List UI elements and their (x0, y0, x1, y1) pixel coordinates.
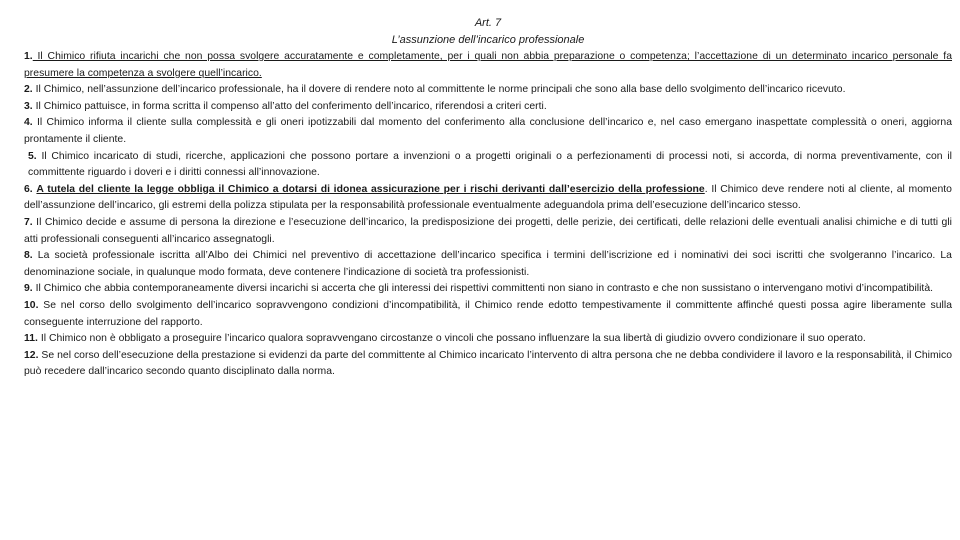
paragraph-12 (24, 348, 952, 381)
paragraph-11 (24, 331, 952, 348)
paragraph-text: Il Chimico decide e assume di persona la direzione e l’esecuzione dell’incarico, la predisposizione dei progetti, delle perizie, dei certificati, delle relazioni delle eventuali analisi chimiche e di tutti gli atti professionali conseguenti all’incarico assegnatogli. (24, 216, 952, 245)
paragraph-10 (24, 298, 952, 331)
paragraph-3 (24, 99, 952, 116)
paragraph-text: Il Chimico incaricato di studi, ricerche, applicazioni che possono portare a invenzioni o a progetti originali o a perfezionamenti di processi noti, si accorda, di norma preventivamente, con il committente riguardo i doveri e i diritti connessi all’innovazione. (28, 150, 952, 179)
paragraph-number: 3. (24, 100, 33, 112)
paragraph-number: 4. (24, 117, 33, 129)
paragraph-6 (24, 182, 952, 215)
article-paragraphs (24, 49, 952, 381)
paragraph-number: 1. (24, 51, 33, 62)
paragraph-8 (24, 248, 952, 281)
article-subtitle: L’assunzione dell’incarico professionale (391, 34, 585, 46)
paragraph-5 (24, 149, 952, 182)
paragraph-text: Se nel corso dello svolgimento dell’incarico sopravvengono condizioni d’incompatibilità, il Chimico rende edotto tempestivamente il committente affinché questi possa agire liberamente sulla conseguente interruzione del rapporto. (24, 299, 952, 328)
paragraph-text: . Il Chimico deve rendere noti al cliente, al momento dell’assunzione dell’incarico, gli estremi della polizza stipulata per la responsabilità professionale eventualmente adeguandola prima dell’esecuzione dell’incarico stesso. (24, 183, 952, 212)
paragraph-number: 11. (24, 333, 38, 345)
paragraph-1 (24, 49, 952, 82)
paragraph-text: Il Chimico informa il cliente sulla complessità e gli oneri ipotizzabili dal momento del conferimento alla conclusione dell’incarico e, nel caso emergano inaspettate complessità o oneri, aggiorna prontamente il cliente. (24, 117, 952, 145)
paragraph-text: Il Chimico non è obbligato a proseguire l’incarico qualora sopravvengano circostanze o vincoli che possano influenzare la sua libertà di giudizio ovvero condizionare il suo operato. (37, 333, 866, 345)
paragraph-number: 5. (28, 150, 37, 162)
paragraph-number: 9. (24, 283, 33, 295)
paragraph-number: 10. (24, 299, 39, 311)
paragraph-number: 8. (24, 250, 33, 262)
paragraph-number: 12. (24, 349, 39, 361)
paragraph-4 (24, 115, 952, 148)
paragraph-9 (24, 281, 952, 298)
paragraph-number: 2. (24, 84, 33, 96)
paragraph-text: Il Chimico pattuisce, in forma scritta il compenso all’atto del conferimento dell’incarico, riferendosi a criteri certi. (32, 100, 547, 112)
paragraph-number: 6. (24, 183, 33, 195)
paragraph-text: Il Chimico rifiuta incarichi che non possa svolgere accuratamente e completamente, per i quali non abbia preparazione o competenza; l’accettazione di un determinato incarico personale fa presumere la competenza a svolgere quell’incarico. (24, 51, 952, 79)
paragraph-text: La società professionale iscritta all’Albo dei Chimici nel preventivo di accettazione dell’incarico specifica i termini dell’iscrizione ed i nominativi dei soci iscritti che svolgeranno l’incarico. La denominazione sociale, in qualunque modo formata, deve contenere l’indicazione di società tra professionisti. (24, 250, 952, 278)
document-page (24, 16, 952, 381)
paragraph-2 (24, 82, 952, 99)
paragraph-text: Il Chimico, nell’assunzione dell’incarico professionale, ha il dovere di rendere noto al committente le norme principali che sono alla base dello svolgimento dell’incarico ricevuto. (32, 84, 846, 96)
paragraph-text: Il Chimico che abbia contemporaneamente diversi incarichi si accerta che gli interessi dei rispettivi committenti non siano in contrasto e che non sussistano o intervengano motivi d’incompatibilità. (32, 283, 934, 295)
paragraph-text: Se nel corso dell’esecuzione della prestazione si evidenzi da parte del committente al Chimico incaricato l’intervento di altra persona che ne debba condividere il lavoro e la responsabilità, il Chimico può recedere dall’incarico secondo quanto disciplinato dalla norma. (24, 349, 952, 378)
article-title: Art. 7 (474, 17, 502, 29)
paragraph-number: 7. (24, 216, 33, 228)
paragraph-7 (24, 215, 952, 248)
paragraph-text: A tutela del cliente la legge obbliga il Chimico a dotarsi di idonea assicurazione per i rischi derivanti dall’esercizio della professione (36, 183, 705, 195)
